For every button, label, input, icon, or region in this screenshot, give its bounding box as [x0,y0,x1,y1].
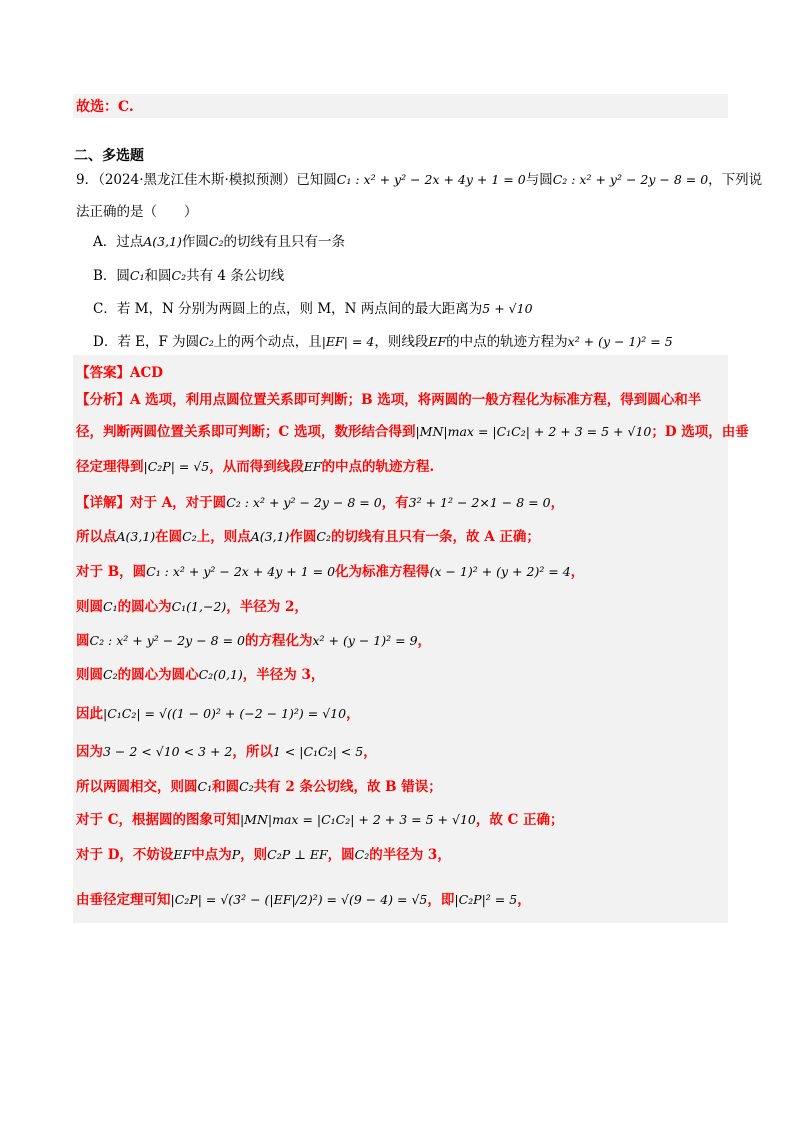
detail-line-7: 因此|C₁C₂| = √((1 − 0)² + (−2 − 1)²) = √10， [76,706,360,722]
option-math: EF [428,334,447,349]
detail-line-3: 对于 B，圆C₁ : x² + y² − 2x + 4y + 1 = 0化为标准方程得(x − 1)² + (y + 2)² = 4， [76,564,585,580]
detail-line-5: 圆C₂ : x² + y² − 2y − 8 = 0的方程化为x² + (y − 1)² = 9， [76,633,432,649]
option-a [93,230,345,250]
option-math: 5 + √10 [482,301,533,316]
detail-line-8: 因为3 − 2 < √10 < 3 + 2，所以1 < |C₁C₂| < 5， [76,744,377,760]
detail-line-1: 【详解】对于 A，对于圆C₂ : x² + y² − 2y − 8 = 0，有3² + 1² − 2×1 − 8 = 0， [76,495,565,511]
detail-line-4: 则圆C₁的圆心为C₁(1,−2)，半径为 2， [76,599,308,615]
question-source: （2024·黑龙江佳木斯·模拟预测） [98,172,297,188]
option-math: C₂ [171,268,187,283]
option-label: C． [93,301,117,317]
option-text: 若 E，F 为圆 [117,334,200,350]
option-c [93,297,533,317]
option-label: D． [93,334,118,350]
detail-line-2: 所以点A(3,1)在圆C₂上，则点A(3,1)作圆C₂的切线有且只有一条，故 A 正确； [76,529,540,545]
analysis-line-1: 【分析】A 选项，利用点圆位置关系即可判断；B 选项，将两圆的一般方程化为标准方程，得到圆心和半 [76,392,702,408]
circle2-equation: C₂ : x² + y² − 2y − 8 = 0 [552,172,709,187]
option-text: 的切线有且只有一条 [223,234,345,250]
question-number: 9． [76,172,99,188]
option-math: C₁ [129,268,145,283]
question-text: ，下列说 [708,172,763,188]
analysis-line-3: 径定理得到|C₂P| = √5，从而得到线段EF的中点的轨迹方程. [76,459,435,475]
circle1-equation: C₁ : x² + y² − 2x + 4y + 1 = 0 [336,172,526,187]
option-text: 上的两个动点，且 [213,334,322,350]
option-d [93,330,673,350]
question-text: 已知圆 [296,172,337,188]
option-text: 若 M，N 分别为两圆上的点，则 M，N 两点间的最大距离为 [116,301,483,317]
option-text: 和圆 [144,268,172,284]
option-text: 圆 [116,268,130,284]
detail-line-12: 由垂径定理可知|C₂P| = √(3² − (|EF|/2)²) = √(9 − 4) = √5，即|C₂P|² = 5， [76,892,531,908]
question-stem-line-2: 法正确的是（ ） [76,204,198,220]
option-label: B． [93,268,117,284]
previous-answer: 故选：C. [76,99,134,115]
option-b [93,264,284,284]
option-math: |EF| = 4 [321,334,375,349]
option-text: 共有 4 条公切线 [186,268,285,284]
question-text: 与圆 [525,172,553,188]
analysis-line-2: 径，判断两圆位置关系即可判断；C 选项，数形结合得到|MN|max = |C₁C₂| + 2 + 3 = 5 + √10；D 选项，由垂 [76,424,749,440]
detail-line-10: 对于 C，根据圆的图象可知|MN|max = |C₁C₂| + 2 + 3 = 5 + √10，故 C 正确； [76,812,564,828]
option-text: ，则线段 [374,334,429,350]
option-text: 作圆 [181,234,209,250]
option-math: C₂ [208,234,224,249]
answer-line: 【答案】ACD [76,365,163,381]
option-label: A． [93,234,117,250]
option-text: 的中点的轨迹方程为 [446,334,568,350]
detail-line-11: 对于 D，不妨设EF中点为P，则C₂P ⊥ EF，圆C₂的半径为 3， [76,847,451,863]
option-math: A(3,1) [143,234,182,249]
option-text: 过点 [116,234,144,250]
previous-answer-band [73,94,728,118]
detail-line-9: 所以两圆相交，则圆C₁和圆C₂共有 2 条公切线，故 B 错误； [76,779,442,795]
question-stem-line-1 [76,168,762,188]
section-title: 二、多选题 [74,148,144,164]
option-math: C₂ [199,334,214,349]
detail-line-6: 则圆C₂的圆心为圆心C₂(0,1)，半径为 3， [76,667,325,683]
option-math: x² + (y − 1)² = 5 [567,334,673,349]
